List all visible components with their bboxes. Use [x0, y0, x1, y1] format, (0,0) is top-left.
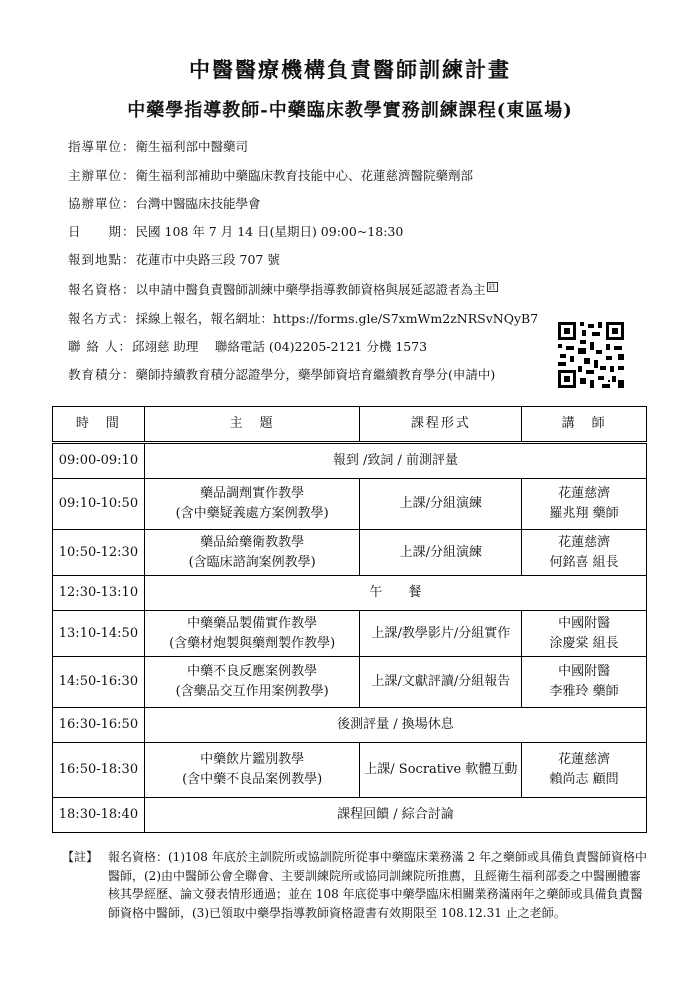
span-cell: 報到 /致詞 / 前測評量 — [144, 443, 646, 479]
lecturer-org: 花蓮慈濟 — [558, 486, 611, 501]
topic-cell — [144, 743, 360, 798]
info-value: 民國 108 年 7 月 14 日(星期日) 09:00~18:30 — [135, 224, 404, 239]
info-value: 衛生福利部中醫藥司 — [135, 139, 249, 154]
info-value: 以申請中醫負責醫師訓練中藥學指導教師資格與展延認證者為主 — [135, 282, 486, 297]
header-topic: 主 題 — [144, 407, 360, 443]
time-cell: 18:30-18:40 — [53, 798, 145, 833]
footnote-mark: 【註】 — [62, 850, 99, 864]
time-cell: 14:50-16:30 — [53, 657, 145, 708]
qr-code-icon[interactable] — [556, 320, 626, 390]
time-cell: 09:00-09:10 — [53, 443, 145, 479]
table-row — [53, 611, 647, 657]
page-subtitle: 中藥學指導教師-中藥臨床教學實務訓練課程(東區場) — [127, 100, 573, 121]
lecturer-name: 賴尚志 顧問 — [549, 772, 619, 787]
info-label: 報名資格： — [68, 282, 136, 297]
schedule-table — [52, 406, 647, 833]
lecturer-cell — [522, 657, 647, 708]
table-row — [53, 657, 647, 708]
lecturer-org: 花蓮慈濟 — [558, 534, 611, 550]
lecturer-org: 中國附醫 — [558, 615, 611, 631]
lecturer-name: 何銘喜 組長 — [549, 554, 619, 570]
format-cell: 上課/分組演練 — [360, 530, 522, 576]
table-header-row — [53, 407, 647, 443]
lecturer-name: 羅兆翔 藥師 — [549, 506, 619, 521]
format-cell: 上課/分組演練 — [360, 479, 522, 530]
page-title: 中醫醫療機構負責醫師訓練計畫 — [189, 57, 511, 82]
info-label: 指導單位： — [68, 139, 136, 154]
table-row — [53, 479, 647, 530]
topic-title: 中藥藥品製備實作教學 — [187, 615, 318, 631]
span-cell: 後測評量 / 換場休息 — [144, 708, 646, 743]
topic-cell — [144, 611, 360, 657]
table-row — [53, 576, 647, 611]
topic-cell — [144, 479, 360, 530]
footnote-text: 報名資格：(1)108 年底於主訓院所或協訓院所從事中藥臨床業務滿 2 年之藥師或具備負責醫師資格中醫師，(2)由中醫師公會全聯會、主要訓練院所或協同訓練院所推薦，且經衛生福利部委之中醫團體審核其學經歷、論文發表情形通過；並在 108 年底從事中藥學臨床相關業務滿兩年之藥師或具備負責醫師資格中醫師，(3)已領取中藥學指導教師資格證書有效期限至 108.12.31 止之老師。 — [108, 850, 647, 920]
info-label: 協辦單位： — [68, 196, 136, 211]
table-row — [53, 443, 647, 479]
footnote — [62, 848, 647, 922]
info-label: 報名方式： — [68, 311, 136, 326]
header-format: 課程形式 — [360, 407, 522, 443]
topic-cell — [144, 530, 360, 576]
header-lecturer: 講 師 — [522, 407, 647, 443]
table-row — [53, 530, 647, 576]
span-cell: 課程回饋 / 綜合討論 — [144, 798, 646, 833]
info-row — [68, 337, 628, 355]
topic-detail: (含中藥疑義處方案例教學) — [175, 506, 329, 521]
format-cell: 上課/ Socrative 軟體互動 — [360, 743, 522, 798]
time-cell: 10:50-12:30 — [53, 530, 145, 576]
topic-detail: (含藥品交互作用案例教學) — [175, 684, 329, 699]
info-value: 台灣中醫臨床技能學會 — [135, 196, 261, 211]
topic-title: 藥品給藥衛教教學 — [200, 534, 305, 550]
table-row — [53, 708, 647, 743]
info-value: 邱翊慈 助理 聯絡電話 (04)2205-2121 分機 1573 — [131, 339, 428, 354]
lecturer-cell — [522, 611, 647, 657]
info-label: 報到地點： — [68, 252, 136, 267]
info-row — [68, 250, 628, 268]
topic-title: 中藥飲片鑑別教學 — [200, 752, 305, 767]
info-row — [68, 166, 628, 184]
topic-title: 中藥不良反應案例教學 — [187, 664, 318, 679]
lecturer-org: 中國附醫 — [558, 664, 611, 679]
info-row — [68, 365, 628, 383]
info-label: 日 期： — [68, 224, 136, 239]
span-cell: 午 餐 — [144, 576, 646, 611]
info-row — [68, 309, 628, 327]
time-cell: 16:50-18:30 — [53, 743, 145, 798]
info-row — [68, 194, 628, 212]
info-label: 教育積分： — [68, 367, 136, 382]
info-row — [68, 222, 628, 240]
topic-detail: (含臨床諮詢案例教學) — [188, 554, 316, 570]
topic-title: 藥品調劑實作教學 — [200, 486, 305, 501]
topic-detail: (含藥材炮製與藥劑製作教學) — [169, 635, 336, 651]
info-label: 聯 絡 人： — [68, 339, 132, 354]
info-value: 藥師持續教育積分認證學分，藥學師資培育繼續教育學分(申請中) — [135, 367, 496, 382]
lecturer-name: 李雅玲 藥師 — [549, 684, 619, 699]
registration-link[interactable]: 採線上報名，報名網址：https://forms.gle/S7xmWm2zNRSvNQyB7 — [135, 311, 539, 326]
info-value: 衛生福利部補助中藥臨床教育技能中心、花蓮慈濟醫院藥劑部 — [135, 168, 474, 183]
table-row — [53, 743, 647, 798]
lecturer-org: 花蓮慈濟 — [558, 752, 611, 767]
topic-detail: (含中藥不良品案例教學) — [182, 772, 323, 787]
time-cell: 16:30-16:50 — [53, 708, 145, 743]
note-marker: 註 — [488, 282, 496, 291]
info-row — [68, 280, 628, 298]
header-time: 時 間 — [53, 407, 145, 443]
time-cell: 13:10-14:50 — [53, 611, 145, 657]
time-cell: 12:30-13:10 — [53, 576, 145, 611]
topic-cell — [144, 657, 360, 708]
info-label: 主辦單位： — [68, 168, 136, 183]
lecturer-cell — [522, 530, 647, 576]
time-cell: 09:10-10:50 — [53, 479, 145, 530]
lecturer-cell — [522, 479, 647, 530]
info-row — [68, 137, 628, 155]
format-cell: 上課/文獻評讀/分組報告 — [360, 657, 522, 708]
lecturer-name: 涂慶棠 組長 — [549, 635, 619, 651]
info-value: 花蓮市中央路三段 707 號 — [135, 252, 280, 267]
format-cell: 上課/教學影片/分組實作 — [360, 611, 522, 657]
lecturer-cell — [522, 743, 647, 798]
table-row — [53, 798, 647, 833]
